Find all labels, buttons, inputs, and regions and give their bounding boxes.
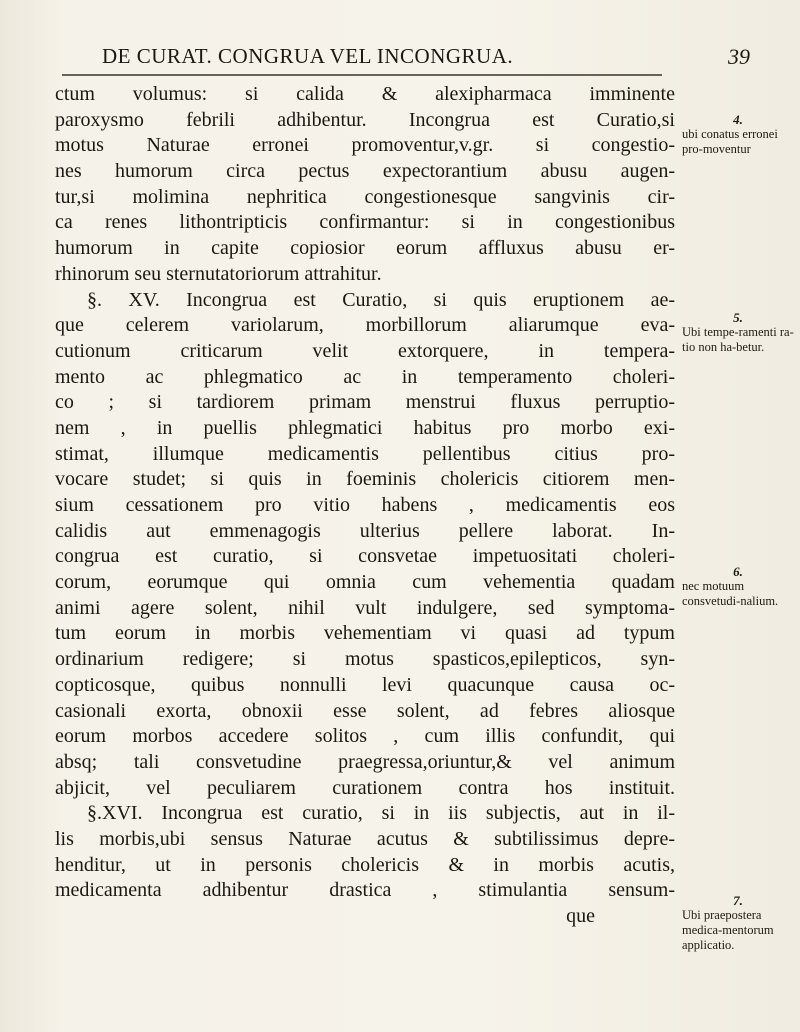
text-line: paroxysmo febrili adhibentur. Incongrua est Curatio,si xyxy=(55,108,675,131)
text-line: lis morbis,ubi sensus Naturae acutus & subtilissimus depre- xyxy=(55,827,675,850)
catchword: que xyxy=(566,905,595,927)
text-line: ctum volumus: si calida & alexipharmaca imminente xyxy=(55,83,675,105)
margin-note xyxy=(682,893,794,953)
margin-note-number: 5. xyxy=(733,310,743,325)
margin-note-number: 6. xyxy=(733,564,743,579)
section-heading-line: §. XV. Incongrua est Curatio, si quis eruptionem ae- xyxy=(87,288,675,311)
page-header xyxy=(60,44,750,74)
margin-note xyxy=(682,564,794,609)
text-line: sium cessationem pro vitio habens , medicamentis eos xyxy=(55,494,675,516)
text-line: congrua est curatio, si consvetae impetuositati choleri- xyxy=(55,545,675,568)
text-line: tum eorum in morbis vehementiam vi quasi ad typum xyxy=(55,622,675,645)
text-line: ordinarium redigere; si motus spasticos,epilepticos, syn- xyxy=(55,648,675,671)
text-line: copticosque, quibus nonnulli levi quacunque causa oc- xyxy=(55,673,675,696)
section-heading-line: §.XVI. Incongrua est curatio, si in iis subjectis, aut in il- xyxy=(87,802,675,825)
running-head: DE CURAT. CONGRUA VEL INCONGRUA. xyxy=(102,44,514,68)
text-line: absq; tali consvetudine praegressa,oriuntur,& vel animum xyxy=(55,750,675,773)
text-line: ca renes lithontripticis confirmantur: si in congestionibus xyxy=(55,211,675,234)
text-line: co ; si tardiorem primam menstrui fluxus perruptio- xyxy=(55,391,675,414)
header-rule xyxy=(62,74,662,76)
text-line: que celerem variolarum, morbillorum aliarumque eva- xyxy=(55,314,675,337)
text-line: tur,si molimina nephritica congestionesque sangvinis cir- xyxy=(55,185,675,208)
page-number: 39 xyxy=(728,44,750,69)
text-line: nes humorum circa pectus expectorantium abusu augen- xyxy=(55,160,675,183)
text-line: eorum morbos accedere solitos , cum illis confundit, qui xyxy=(55,725,675,748)
text-line: abjicit, vel peculiarem curationem contra hos instituit. xyxy=(55,776,675,799)
text-line: vocare studet; si quis in foeminis cholericis citiorem men- xyxy=(55,468,675,491)
text-line: humorum in capite copiosior eorum affluxus abusu er- xyxy=(55,237,675,260)
margin-note-number: 4. xyxy=(733,112,743,127)
margin-note xyxy=(682,112,794,157)
margin-note-text: nec motuum consvetudi-nalium. xyxy=(682,579,779,608)
text-line: animi agere solent, nihil vult indulgere, sed symptoma- xyxy=(55,596,675,619)
margin-note-number: 7. xyxy=(733,893,743,908)
text-line: nem , in puellis phlegmatici habitus pro morbo exi- xyxy=(55,416,675,439)
text-line: casionali exorta, obnoxii esse solent, ad febres aliosque xyxy=(55,699,675,722)
text-line: cutionum criticarum velit extorquere, in tempera- xyxy=(55,339,675,362)
text-line: henditur, ut in personis cholericis & in morbis acutis, xyxy=(55,853,675,876)
text-line: stimat, illumque medicamentis pellentibus citius pro- xyxy=(55,442,675,465)
text-line: rhinorum seu sternutatoriorum attrahitur. xyxy=(55,262,382,285)
text-line: corum, eorumque qui omnia cum vehementia quadam xyxy=(55,571,675,594)
margin-note-text: Ubi tempe-ramenti ra-tio non ha-betur. xyxy=(682,325,794,354)
margin-note-text: Ubi praepostera medica-mentorum applicatio. xyxy=(682,908,774,952)
margin-note-text: ubi conatus erronei pro-moventur xyxy=(682,127,778,156)
margin-note xyxy=(682,310,794,355)
text-line: medicamenta adhibentur drastica , stimulantia sensum- xyxy=(55,879,675,902)
body-text xyxy=(55,82,675,930)
text-line: motus Naturae erronei promoventur,v.gr. si congestio- xyxy=(55,134,675,157)
text-line: mento ac phlegmatico ac in temperamento choleri- xyxy=(55,365,675,388)
text-line: calidis aut emmenagogis ulterius pellere laborat. In- xyxy=(55,519,675,542)
